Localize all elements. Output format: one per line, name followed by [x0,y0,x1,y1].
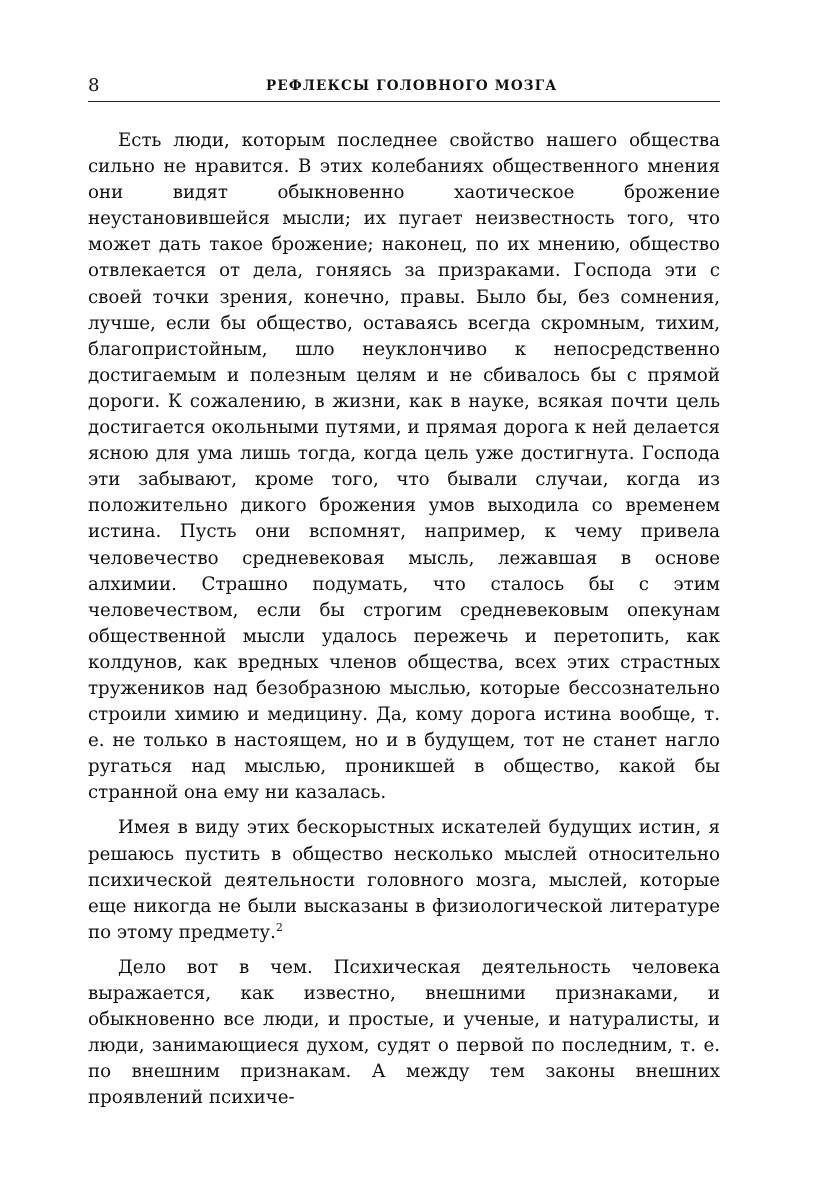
page-number: 8 [88,75,100,96]
paragraph-1-text: Есть люди, которым последнее свойство нашего общества сильно не нравится. В этих колебаниях общественного мнения они видят обыкновенно хаотическое брожение неустановившейся мысли; их пугает неизвестность того, что может дать такое брожение; наконец, по их мнению, общество отвлекается от дела, гоняясь за призраками. Господа эти с своей точки зрения, конечно, правы. Было бы, без сомнения, лучше, если бы общество, оставаясь всегда скромным, тихим, благопристойным, шло неуклончиво к непосредственно достигаемым и полезным целям и не сбивалось бы с прямой дороги. К сожалению, в жизни, как в науке, всякая почти цель достигается окольными путями, и прямая дорога к ней делается ясною для ума лишь тогда, когда цель уже достигнута. Господа эти забывают, кроме того, что бывали случаи, когда из положительно дикого брожения умов выходила со временем истина. Пусть они вспомнят, например, к чему привела человечество средневековая мысль, лежавшая в основе алхимии. Страшно подумать, что сталось бы с этим человечеством, если бы строгим средневековым опекунам общественной мысли удалось пережечь и перетопить, как колдунов, как вредных членов общества, всех этих страстных тружеников над безобразною мыслью, которые бессознательно строили химию и медицину. Да, кому дорога истина вообще, т. е. не только в настоящем, но и в будущем, тот не станет нагло ругаться над мыслью, проникшей в общество, какой бы странной она ему ни казалась. [88,130,720,804]
header-rule [88,101,720,102]
body-text [88,128,720,1111]
paragraph-2 [88,815,720,945]
paragraph-3 [88,955,720,1112]
footnote-marker[interactable]: 2 [275,920,283,934]
paragraph-3-text: Дело вот в чем. Психическая деятельность человека выражается, как известно, внешними признаками, и обыкновенно все люди, и простые, и ученые, и натуралисты, и люди, занимающиеся духом, судят о первой по последним, т. е. по внешним признакам. А между тем законы внешних проявлений психиче- [88,956,720,1109]
page-header [88,74,720,98]
running-title: РЕФЛЕКСЫ ГОЛОВНОГО МОЗГА [266,78,558,94]
paragraph-2-text: Имея в виду этих бескорыстных искателей будущих истин, я решаюсь пустить в общество несколько мыслей относительно психической деятельности головного мозга, мыслей, которые еще никогда не были высказаны в физиологической литературе по этому предмету. [88,817,720,943]
paragraph-1 [88,128,720,806]
